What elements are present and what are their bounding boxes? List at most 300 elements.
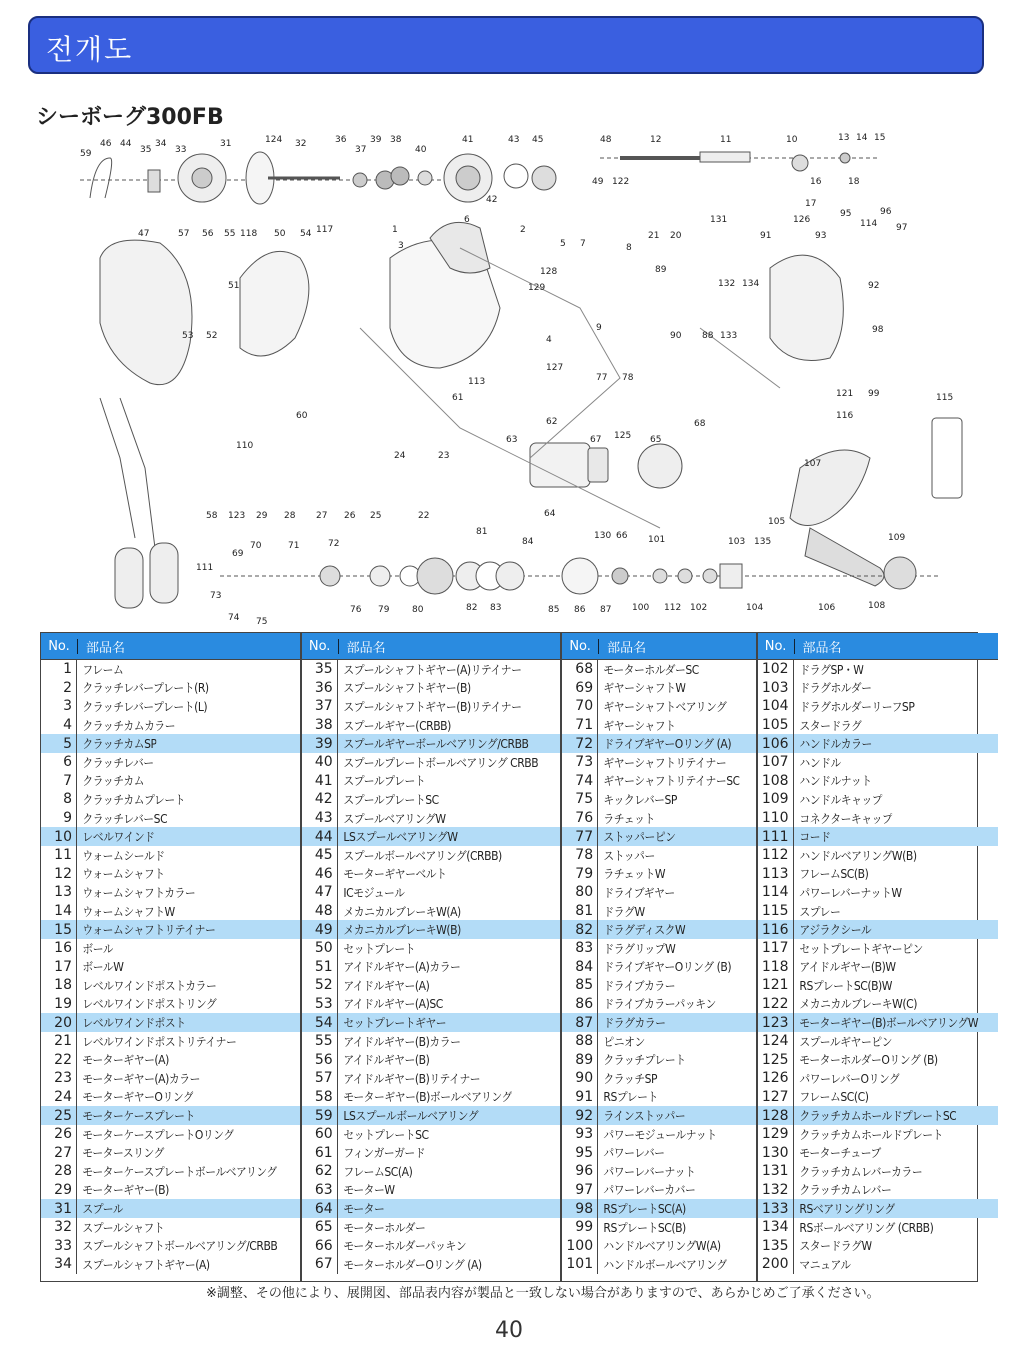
part-name: クラッチカムカラー bbox=[82, 718, 176, 733]
table-row bbox=[41, 1199, 300, 1218]
part-name: ハンドルナット bbox=[798, 774, 872, 789]
part-number: 111 bbox=[758, 827, 794, 846]
part-name: RSベアリングリング bbox=[798, 1202, 895, 1217]
svg-text:34: 34 bbox=[155, 139, 167, 149]
svg-text:71: 71 bbox=[288, 541, 300, 551]
svg-text:84: 84 bbox=[522, 537, 534, 547]
table-row bbox=[41, 809, 300, 828]
svg-text:93: 93 bbox=[815, 231, 827, 241]
part-number: 103 bbox=[758, 679, 794, 698]
part-name: ハンドルカラー bbox=[798, 737, 872, 752]
part-number: 11 bbox=[41, 846, 77, 865]
svg-text:50: 50 bbox=[274, 229, 286, 239]
header-no: No. bbox=[302, 639, 339, 654]
part-number: 128 bbox=[758, 1106, 794, 1125]
table-row bbox=[302, 1162, 560, 1181]
svg-text:96: 96 bbox=[880, 207, 892, 217]
svg-text:58: 58 bbox=[206, 511, 218, 521]
part-name: ラインストッパー bbox=[603, 1109, 686, 1124]
table-row bbox=[41, 976, 300, 995]
svg-text:37: 37 bbox=[355, 145, 367, 155]
part-number: 33 bbox=[41, 1236, 77, 1255]
table-row bbox=[562, 660, 755, 679]
part-name: モーターギヤー(B)ボールベアリングW bbox=[798, 1016, 978, 1031]
part-name: ウォームシャフトW bbox=[82, 904, 175, 919]
table-row bbox=[41, 772, 300, 791]
svg-text:74: 74 bbox=[228, 613, 240, 623]
part-number: 100 bbox=[562, 1236, 598, 1255]
header-name: 部品名 bbox=[607, 640, 647, 656]
svg-text:46: 46 bbox=[100, 139, 112, 149]
svg-text:4: 4 bbox=[546, 335, 552, 345]
part-name: モーターギヤー(B) bbox=[82, 1183, 169, 1198]
part-name: ドラグカラー bbox=[603, 1016, 666, 1031]
svg-text:114: 114 bbox=[860, 219, 878, 229]
svg-text:15: 15 bbox=[874, 133, 886, 143]
part-name: アイドルギヤー(B)リテイナー bbox=[343, 1071, 480, 1086]
svg-text:47: 47 bbox=[138, 229, 150, 239]
part-number: 110 bbox=[758, 809, 794, 828]
part-name: モータースリング bbox=[82, 1146, 165, 1161]
part-number: 82 bbox=[562, 920, 598, 939]
table-header bbox=[302, 633, 560, 660]
table-row bbox=[562, 920, 755, 939]
table-row bbox=[302, 1106, 560, 1125]
table-row bbox=[758, 995, 999, 1014]
table-row bbox=[562, 883, 755, 902]
svg-text:23: 23 bbox=[438, 451, 450, 461]
part-number: 70 bbox=[562, 697, 598, 716]
table-row bbox=[562, 976, 755, 995]
table-header bbox=[41, 633, 300, 660]
part-name: RSプレートSC(B)W bbox=[798, 978, 892, 993]
part-number: 65 bbox=[302, 1218, 338, 1237]
part-number: 109 bbox=[758, 790, 794, 809]
part-name: パワーレバー bbox=[603, 1146, 665, 1161]
part-name: ウォームシールド bbox=[82, 848, 165, 863]
part-name: クラッチカムホールドプレートSC bbox=[798, 1109, 956, 1124]
part-name: モーターケースプレートボールベアリング bbox=[82, 1164, 277, 1179]
table-row bbox=[302, 883, 560, 902]
part-number: 50 bbox=[302, 939, 338, 958]
table-row bbox=[758, 976, 999, 995]
table-row bbox=[758, 1218, 999, 1237]
part-number: 2 bbox=[41, 679, 77, 698]
part-number: 117 bbox=[758, 939, 794, 958]
part-number: 25 bbox=[41, 1106, 77, 1125]
table-row bbox=[41, 846, 300, 865]
part-number: 135 bbox=[758, 1236, 794, 1255]
svg-text:41: 41 bbox=[462, 135, 474, 145]
part-name: フレーム bbox=[82, 662, 124, 677]
table-row bbox=[758, 920, 999, 939]
svg-text:121: 121 bbox=[836, 389, 854, 399]
svg-text:130: 130 bbox=[594, 531, 612, 541]
part-name: ウォームシャフトリテイナー bbox=[82, 923, 216, 938]
table-row bbox=[302, 1143, 560, 1162]
part-number: 87 bbox=[562, 1013, 598, 1032]
part-number: 105 bbox=[758, 716, 794, 735]
part-name: RSプレートSC(B) bbox=[603, 1220, 686, 1235]
part-name: フィンガーガード bbox=[343, 1146, 425, 1161]
table-row bbox=[562, 939, 755, 958]
table-row bbox=[41, 865, 300, 884]
svg-text:48: 48 bbox=[600, 135, 612, 145]
part-name: アイドルギヤー(B) bbox=[343, 1053, 430, 1068]
table-row bbox=[758, 772, 999, 791]
part-number: 114 bbox=[758, 883, 794, 902]
part-name: ドラグホルダー bbox=[798, 681, 871, 696]
svg-text:32: 32 bbox=[295, 139, 307, 149]
svg-text:105: 105 bbox=[768, 517, 786, 527]
svg-text:52: 52 bbox=[206, 331, 218, 341]
part-number: 34 bbox=[41, 1255, 77, 1274]
table-row bbox=[562, 809, 755, 828]
part-number: 68 bbox=[562, 660, 598, 679]
header-name: 部品名 bbox=[346, 640, 386, 656]
part-number: 106 bbox=[758, 734, 794, 753]
table-row bbox=[562, 1162, 755, 1181]
table-header bbox=[562, 633, 755, 660]
svg-text:78: 78 bbox=[622, 373, 634, 383]
part-name: ICモジュール bbox=[343, 885, 405, 900]
svg-text:109: 109 bbox=[888, 533, 906, 543]
part-number: 78 bbox=[562, 846, 598, 865]
parts-column-3 bbox=[562, 633, 757, 1281]
table-row bbox=[758, 679, 999, 698]
part-number: 74 bbox=[562, 772, 598, 791]
part-number: 84 bbox=[562, 958, 598, 977]
part-name: メカニカルブレーキW(A) bbox=[343, 904, 461, 919]
part-name: ドラグW bbox=[603, 904, 645, 919]
part-number: 17 bbox=[41, 958, 77, 977]
part-number: 57 bbox=[302, 1069, 338, 1088]
part-number: 56 bbox=[302, 1050, 338, 1069]
part-number: 85 bbox=[562, 976, 598, 995]
part-number: 14 bbox=[41, 902, 77, 921]
table-row bbox=[41, 1125, 300, 1144]
svg-text:110: 110 bbox=[236, 441, 254, 451]
svg-text:97: 97 bbox=[896, 223, 908, 233]
svg-text:22: 22 bbox=[418, 511, 430, 521]
part-name: スプレー bbox=[798, 904, 840, 919]
part-number: 55 bbox=[302, 1032, 338, 1051]
svg-text:133: 133 bbox=[720, 331, 738, 341]
part-name: ギヤーシャフトリテイナーSC bbox=[603, 774, 740, 789]
svg-text:10: 10 bbox=[786, 135, 798, 145]
part-number: 93 bbox=[562, 1125, 598, 1144]
part-name: メカニカルブレーキW(B) bbox=[343, 923, 461, 938]
table-row bbox=[302, 1088, 560, 1107]
part-number: 62 bbox=[302, 1162, 338, 1181]
part-name: セットプレートギヤーピン bbox=[798, 941, 923, 956]
svg-text:75: 75 bbox=[256, 617, 268, 627]
table-row bbox=[302, 846, 560, 865]
part-name: モーターホルダーOリング (B) bbox=[798, 1053, 938, 1068]
table-row bbox=[758, 716, 999, 735]
part-name: メカニカルブレーキW(C) bbox=[798, 997, 917, 1012]
svg-text:98: 98 bbox=[872, 325, 884, 335]
table-row bbox=[41, 1088, 300, 1107]
part-name: ピニオン bbox=[603, 1034, 645, 1049]
svg-text:68: 68 bbox=[694, 419, 706, 429]
table-row bbox=[758, 827, 999, 846]
svg-text:54: 54 bbox=[300, 229, 312, 239]
svg-text:63: 63 bbox=[506, 435, 518, 445]
svg-text:77: 77 bbox=[596, 373, 608, 383]
part-number: 39 bbox=[302, 734, 338, 753]
table-row bbox=[758, 790, 999, 809]
part-name: スプールプレートSC bbox=[343, 792, 439, 807]
part-name: ドライブギヤー bbox=[603, 885, 675, 900]
table-row bbox=[302, 1013, 560, 1032]
table-row bbox=[758, 660, 999, 679]
part-number: 77 bbox=[562, 827, 598, 846]
table-row bbox=[562, 902, 755, 921]
svg-text:60: 60 bbox=[296, 411, 308, 421]
part-number: 9 bbox=[41, 809, 77, 828]
table-row bbox=[41, 1069, 300, 1088]
table-row bbox=[758, 1013, 999, 1032]
part-number: 63 bbox=[302, 1181, 338, 1200]
part-number: 133 bbox=[758, 1199, 794, 1218]
disclaimer-note: ※調整、その他により、展開図、部品表内容が製品と一致しない場合がありますので、あらかじめご了承ください。 bbox=[206, 1286, 880, 1301]
svg-text:87: 87 bbox=[600, 605, 612, 615]
part-number: 108 bbox=[758, 772, 794, 791]
svg-text:45: 45 bbox=[532, 135, 544, 145]
svg-text:108: 108 bbox=[868, 601, 886, 611]
svg-text:13: 13 bbox=[838, 133, 850, 143]
part-name: スプール bbox=[82, 1202, 124, 1217]
svg-text:116: 116 bbox=[836, 411, 854, 421]
part-name: モーターギヤーベルト bbox=[343, 867, 447, 882]
part-name: コネクターキャップ bbox=[798, 811, 892, 826]
part-number: 47 bbox=[302, 883, 338, 902]
part-name: ウォームシャフトカラー bbox=[82, 885, 196, 900]
table-row bbox=[302, 1236, 560, 1255]
part-name: モーターケースプレートOリング bbox=[82, 1127, 234, 1142]
part-number: 122 bbox=[758, 995, 794, 1014]
part-number: 23 bbox=[41, 1069, 77, 1088]
table-row bbox=[758, 1032, 999, 1051]
svg-text:95: 95 bbox=[840, 209, 852, 219]
part-number: 67 bbox=[302, 1255, 338, 1274]
part-number: 76 bbox=[562, 809, 598, 828]
table-row bbox=[41, 1181, 300, 1200]
svg-text:1: 1 bbox=[392, 225, 398, 235]
table-row bbox=[41, 920, 300, 939]
table-row bbox=[41, 660, 300, 679]
part-number: 102 bbox=[758, 660, 794, 679]
part-number: 129 bbox=[758, 1125, 794, 1144]
part-number: 81 bbox=[562, 902, 598, 921]
part-name: ボールW bbox=[82, 960, 124, 975]
svg-text:117: 117 bbox=[316, 225, 334, 235]
svg-text:102: 102 bbox=[690, 603, 708, 613]
part-number: 43 bbox=[302, 809, 338, 828]
table-row bbox=[41, 1106, 300, 1125]
part-name: クラッチプレート bbox=[603, 1053, 686, 1068]
svg-text:57: 57 bbox=[178, 229, 190, 239]
part-name: モーターホルダーOリング (A) bbox=[343, 1257, 482, 1272]
svg-text:40: 40 bbox=[415, 145, 427, 155]
part-name: アジラクシール bbox=[798, 923, 871, 938]
part-name: スタードラグ bbox=[798, 718, 862, 733]
part-name: フレームSC(B) bbox=[798, 867, 868, 882]
svg-text:107: 107 bbox=[804, 459, 822, 469]
table-row bbox=[302, 697, 560, 716]
part-name: レベルワインド bbox=[82, 830, 155, 845]
table-row bbox=[302, 1050, 560, 1069]
part-number: 21 bbox=[41, 1032, 77, 1051]
part-name: アイドルギヤー(B)カラー bbox=[343, 1034, 461, 1049]
svg-text:26: 26 bbox=[344, 511, 356, 521]
table-row bbox=[562, 1088, 755, 1107]
header-no: No. bbox=[758, 639, 795, 654]
svg-text:62: 62 bbox=[546, 417, 558, 427]
table-row bbox=[562, 1106, 755, 1125]
part-number: 22 bbox=[41, 1050, 77, 1069]
svg-text:73: 73 bbox=[210, 591, 222, 601]
header-no: No. bbox=[41, 639, 78, 654]
part-number: 97 bbox=[562, 1181, 598, 1200]
table-row bbox=[41, 753, 300, 772]
table-row bbox=[41, 1143, 300, 1162]
part-number: 48 bbox=[302, 902, 338, 921]
svg-text:67: 67 bbox=[590, 435, 602, 445]
table-row bbox=[562, 734, 755, 753]
part-name: ドラグホルダーリーフSP bbox=[798, 699, 914, 714]
part-name: スプールギヤーボールベアリング/CRBB bbox=[343, 737, 529, 752]
svg-text:85: 85 bbox=[548, 605, 560, 615]
part-number: 124 bbox=[758, 1032, 794, 1051]
table-row bbox=[302, 660, 560, 679]
table-row bbox=[758, 753, 999, 772]
table-row bbox=[562, 1218, 755, 1237]
table-row bbox=[758, 883, 999, 902]
svg-text:99: 99 bbox=[868, 389, 880, 399]
part-name: ギヤーシャフトW bbox=[603, 681, 686, 696]
part-number: 38 bbox=[302, 716, 338, 735]
part-name: モーターギヤーOリング bbox=[82, 1090, 194, 1105]
part-number: 71 bbox=[562, 716, 598, 735]
svg-text:70: 70 bbox=[250, 541, 262, 551]
svg-text:103: 103 bbox=[728, 537, 746, 547]
table-row bbox=[302, 1032, 560, 1051]
part-number: 96 bbox=[562, 1162, 598, 1181]
part-name: クラッチカムプレート bbox=[82, 792, 186, 807]
svg-text:86: 86 bbox=[574, 605, 586, 615]
svg-text:83: 83 bbox=[490, 603, 502, 613]
part-name: レベルワインドポストリング bbox=[82, 997, 217, 1012]
svg-text:27: 27 bbox=[316, 511, 328, 521]
part-number: 90 bbox=[562, 1069, 598, 1088]
table-row bbox=[562, 772, 755, 791]
svg-text:118: 118 bbox=[240, 229, 258, 239]
part-name: ドラグSP・W bbox=[798, 662, 864, 677]
part-number: 69 bbox=[562, 679, 598, 698]
table-row bbox=[302, 790, 560, 809]
part-name: モーターギヤー(B)ボールベアリング bbox=[343, 1090, 512, 1105]
table-row bbox=[302, 1218, 560, 1237]
table-row bbox=[41, 1013, 300, 1032]
table-row bbox=[758, 939, 999, 958]
part-number: 13 bbox=[41, 883, 77, 902]
table-row bbox=[41, 1236, 300, 1255]
part-name: レベルワインドポスト bbox=[82, 1016, 186, 1031]
svg-text:33: 33 bbox=[175, 145, 187, 155]
table-row bbox=[302, 865, 560, 884]
table-row bbox=[302, 939, 560, 958]
table-row bbox=[758, 1143, 999, 1162]
part-number: 7 bbox=[41, 772, 77, 791]
table-row bbox=[562, 995, 755, 1014]
part-name: モーターホルダーパッキン bbox=[343, 1239, 466, 1254]
svg-text:12: 12 bbox=[650, 135, 662, 145]
svg-text:43: 43 bbox=[508, 135, 520, 145]
part-name: キックレバーSP bbox=[603, 792, 678, 807]
table-row bbox=[562, 1032, 755, 1051]
svg-text:17: 17 bbox=[805, 199, 817, 209]
part-number: 125 bbox=[758, 1050, 794, 1069]
part-name: フレームSC(C) bbox=[798, 1090, 869, 1105]
svg-text:134: 134 bbox=[742, 279, 760, 289]
part-name: ドラグディスクW bbox=[603, 923, 686, 938]
table-row bbox=[302, 809, 560, 828]
table-row bbox=[302, 827, 560, 846]
parts-column-1 bbox=[41, 633, 302, 1281]
part-name: RSプレート bbox=[603, 1090, 658, 1105]
header-name: 部品名 bbox=[802, 640, 842, 656]
table-row bbox=[41, 1050, 300, 1069]
svg-text:115: 115 bbox=[936, 393, 954, 403]
part-name: フレームSC(A) bbox=[343, 1164, 412, 1179]
svg-text:16: 16 bbox=[810, 177, 822, 187]
table-row bbox=[562, 697, 755, 716]
svg-text:31: 31 bbox=[220, 139, 232, 149]
part-name: ストッパー bbox=[603, 848, 655, 863]
part-name: スプールシャフトギヤー(B)リテイナー bbox=[343, 699, 522, 714]
table-row bbox=[758, 809, 999, 828]
part-number: 41 bbox=[302, 772, 338, 791]
svg-text:2: 2 bbox=[520, 225, 526, 235]
svg-text:128: 128 bbox=[540, 267, 558, 277]
part-number: 10 bbox=[41, 827, 77, 846]
part-name: クラッチSP bbox=[603, 1071, 658, 1086]
part-name: セットプレートSC bbox=[343, 1127, 429, 1142]
table-row bbox=[562, 1199, 755, 1218]
table-row bbox=[562, 865, 755, 884]
part-name: コード bbox=[798, 830, 831, 845]
part-number: 130 bbox=[758, 1143, 794, 1162]
svg-text:76: 76 bbox=[350, 605, 362, 615]
table-row bbox=[302, 753, 560, 772]
part-name: ウォームシャフト bbox=[82, 867, 165, 882]
table-row bbox=[302, 679, 560, 698]
table-row bbox=[41, 1255, 300, 1274]
part-number: 35 bbox=[302, 660, 338, 679]
part-number: 18 bbox=[41, 976, 77, 995]
page-header bbox=[28, 16, 984, 74]
part-number: 19 bbox=[41, 995, 77, 1014]
part-number: 1 bbox=[41, 660, 77, 679]
table-row bbox=[41, 995, 300, 1014]
svg-text:53: 53 bbox=[182, 331, 194, 341]
svg-text:28: 28 bbox=[284, 511, 296, 521]
table-row bbox=[758, 697, 999, 716]
parts-column-2 bbox=[302, 633, 562, 1281]
svg-text:49: 49 bbox=[592, 177, 604, 187]
